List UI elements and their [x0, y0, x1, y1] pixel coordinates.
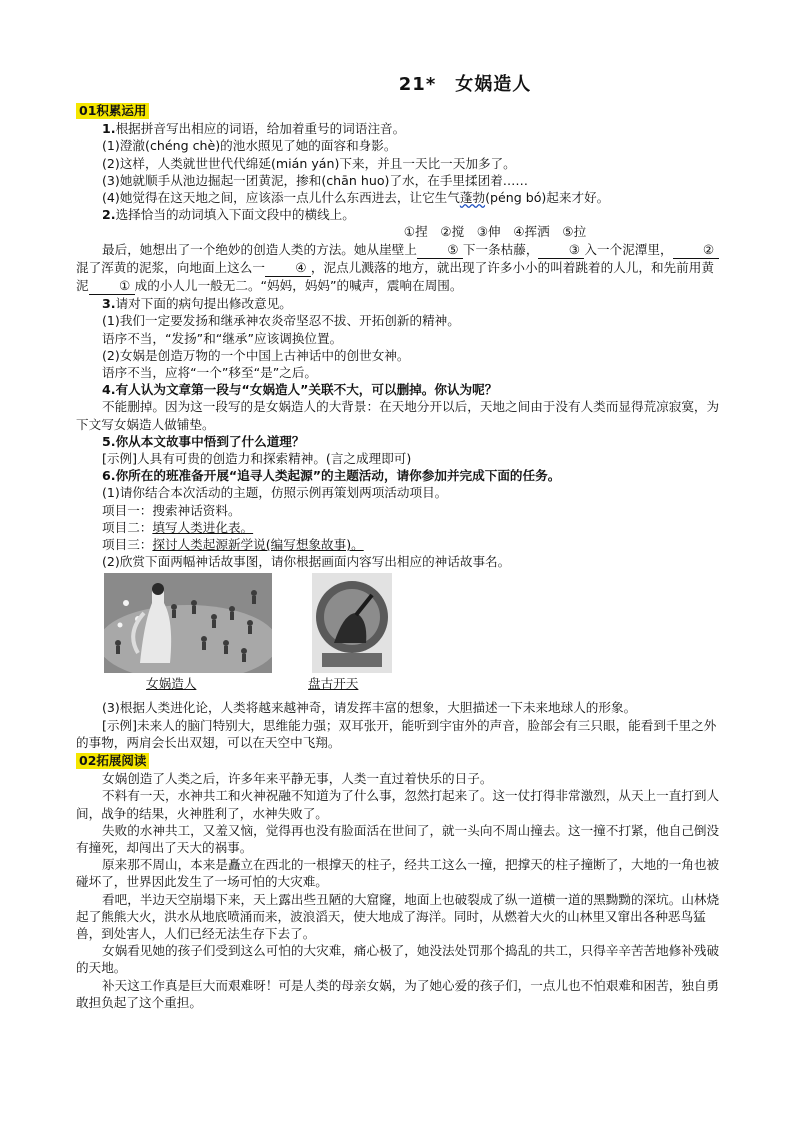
question-5 [76, 433, 724, 450]
text: 入一个泥潭里， [584, 241, 673, 257]
text: 下一条枯藤， [462, 241, 539, 257]
project-answer: 探讨人类起源新学说(编写想象故事)。 [152, 537, 364, 553]
question-text: 根据拼音写出相应的词语，给加着重号的词语注音。 [115, 121, 406, 137]
q3-sentence: (1)我们一定要发扬和继承神农炎帝坚忍不拔、开拓创新的精神。 [102, 313, 460, 329]
text: 最后，她想出了一个绝妙的创造人类的方法。她从崖壁上 [102, 241, 417, 257]
document-page [76, 72, 724, 1011]
project-3 [76, 536, 724, 553]
question-number: 3. [102, 296, 116, 312]
fill-paragraph [76, 241, 724, 296]
question-1 [76, 120, 724, 137]
text: 成的小人儿一般无二。“妈妈，妈妈”的喊声，震响在周围。 [134, 278, 463, 294]
question-number: 5. [102, 433, 116, 449]
question-number: 4. [102, 382, 116, 398]
project-label: 项目二： [102, 519, 153, 535]
reading-paragraph: 女娲看见她的孩子们受到这么可怕的大灾难，痛心极了，她没法处罚那个捣乱的共工，只得辛辛苦苦地修补残破的天地。 [76, 943, 720, 976]
text: (péng bó)起来才好。 [485, 190, 610, 206]
page-title: 21* 女娲造人 [398, 74, 532, 95]
q1-item: (3)她就顺手从池边掘起一团黄泥，掺和(chān huo)了水，在手里揉团着…… [102, 172, 528, 188]
blank: ⑤ [417, 241, 463, 259]
reading-paragraph: 看吧，半边天空崩塌下来，天上露出些丑陋的大窟窿，地面上也破裂成了纵一道横一道的黑黝黝的深坑。山林烧起了熊熊大火，洪水从地底喷涌而来，波浪滔天，使大地成了海洋。同时，从燃着大火的山林里又窜出各种恶鸟猛兽，到处害人，人们已经无法生存下去了。 [76, 891, 720, 941]
section-heading-reading: 02拓展阅读 [76, 753, 149, 769]
q6-part-3-answer: [示例]未来人的脑门特别大，思维能力强；双耳张开，能听到宇宙外的声音，脸部会有三只眼，能看到千里之外的事物，两肩会长出双翅，可以在天空中飞翔。 [76, 717, 717, 750]
question-number: 6. [102, 468, 116, 484]
project-label: 项目三： [102, 537, 153, 553]
project-answer: 填写人类进化表。 [152, 519, 254, 535]
q6-part-2: (2)欣赏下面两幅神话故事图，请你根据画面内容写出相应的神话故事名。 [102, 554, 511, 570]
question-text: 请对下面的病句提出修改意见。 [115, 296, 292, 312]
question-4 [76, 381, 724, 398]
reading-paragraph: 女娲创造了人类之后，许多年来平静无事，人类一直过着快乐的日子。 [102, 771, 493, 787]
text: 混了浑黄的泥浆，向地面上这么一 [76, 259, 265, 275]
blank: ③ [538, 241, 584, 259]
question-3 [76, 295, 724, 312]
q1-item: (1)澄澈(chéng chè)的池水照见了她的面容和身影。 [102, 138, 397, 154]
blank: ④ [265, 259, 311, 277]
marked-word: 蓬勃 [459, 190, 486, 206]
question-2 [76, 206, 724, 223]
blank: ① [89, 277, 135, 295]
caption-pangu: 盘古开天 [308, 676, 359, 692]
q6-part-3: (3)根据人类进化论，人类将越来越神奇，请发挥丰富的想象，大胆描述一下未来地球人的形象。 [102, 700, 637, 716]
reading-paragraph: 补天这工作真是巨大而艰难呀！可是人类的母亲女娲，为了她心爱的孩子们，一点儿也不怕艰难和困苦，独自勇敢担负起了这个重担。 [76, 977, 720, 1010]
q3-answer: 语序不当，应将“一个”移至“是”之后。 [102, 365, 318, 381]
project-1: 项目一：搜索神话资料。 [102, 502, 241, 518]
blank: ② [673, 241, 719, 259]
question-6 [76, 467, 724, 484]
caption-nuwa: 女娲造人 [146, 676, 197, 692]
verb-options: ①捏 ②搅 ③伸 ④挥洒 ⑤拉 [403, 224, 587, 240]
reading-paragraph: 失败的水神共工，又羞又恼，觉得再也没有脸面活在世间了，就一头向不周山撞去。这一撞不打紧，他自己倒没有撞死，却闯出了天大的祸事。 [76, 822, 720, 855]
question-text: 选择恰当的动词填入下面文段中的横线上。 [115, 207, 355, 223]
question-number: 1. [102, 121, 116, 137]
question-text: 有人认为文章第一段与“女娲造人”关联不大，可以删掉。你认为呢？ [115, 382, 498, 398]
illustration-row [76, 573, 724, 699]
text: (4)她觉得在这天地之间，应该添一点儿什么东西进去，让它生气 [102, 190, 460, 206]
q4-answer: 不能删掉。因为这一段写的是女娲造人的大背景：在天地分开以后，天地之间由于没有人类而显得荒凉寂寞，为下文写女娲造人做铺垫。 [76, 399, 720, 432]
pangu-illustration [312, 573, 392, 673]
q5-answer: [示例]人具有可贵的创造力和探索精神。(言之成理即可) [102, 451, 412, 467]
question-text: 你从本文故事中悟到了什么道理？ [115, 433, 305, 449]
reading-paragraph: 原来那不周山，本来是矗立在西北的一根撑天的柱子，经共工这么一撞，把撑天的柱子撞断了，大地的一角也被碰坏了，世界因此发生了一场可怕的大灾难。 [76, 857, 720, 890]
question-number: 2. [102, 207, 116, 223]
question-text: 你所在的班准备开展“追寻人类起源”的主题活动，请你参加并完成下面的任务。 [115, 468, 561, 484]
nuwa-illustration [104, 573, 272, 673]
q1-item: (2)这样，人类就世世代代绵延(mián yán)下来，并且一天比一天加多了。 [102, 155, 516, 171]
reading-paragraph: 不料有一天，水神共工和火神祝融不知道为了什么事，忽然打起来了。这一仗打得非常激烈，从天上一直打到人间，战争的结果，火神胜利了，水神失败了。 [76, 788, 720, 821]
q3-answer: 语序不当，“发扬”和“继承”应该调换位置。 [102, 330, 343, 346]
q1-item [76, 189, 724, 206]
q6-part-1: (1)请你结合本次活动的主题，仿照示例再策划两项活动项目。 [102, 485, 448, 501]
q3-sentence: (2)女娲是创造万物的一个中国上古神话中的创世女神。 [102, 347, 410, 363]
section-heading-accumulation: 01积累运用 [76, 103, 149, 119]
text: ，泥点儿溅落的地方，就出现了许多小小的叫着跳着的人儿，和先前用黄泥 [76, 259, 714, 294]
project-2 [76, 519, 724, 536]
